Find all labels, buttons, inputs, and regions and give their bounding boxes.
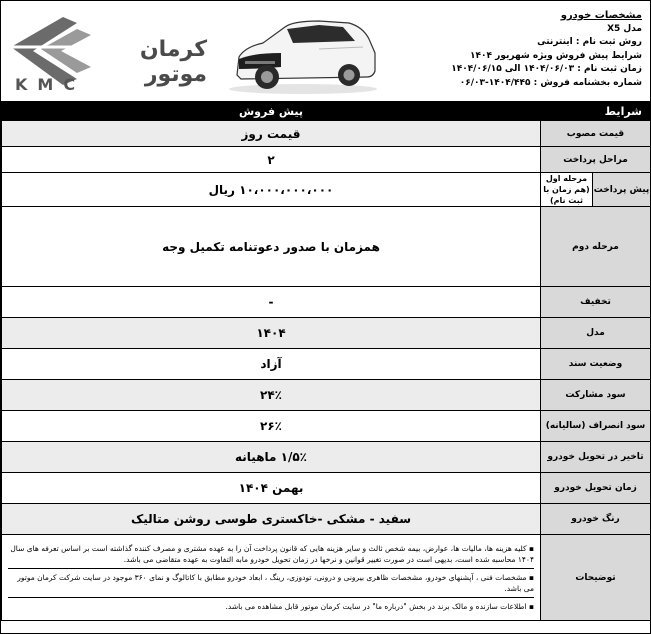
stage1-label: مرحله اول (545, 174, 588, 183)
table-row (2, 442, 651, 473)
table-row (2, 121, 651, 147)
header (1, 1, 650, 100)
info-method: روش ثبت نام : اینترنتی (537, 37, 642, 47)
stage2-value: همزمان با صدور دعوتنامه تکمیل وجه (2, 207, 541, 287)
table-row (2, 318, 651, 349)
table-row (2, 473, 651, 504)
document-status-value: آزاد (2, 349, 541, 380)
stage1-cell (541, 173, 593, 207)
header-value: پیش فروش (2, 102, 541, 121)
model-label: مدل (541, 318, 651, 349)
note-text: مشخصات فنی ، آپشنهای خودرو، مشخصات ظاهری بیرونی و درونی، تودوزی، رینگ ، ابعاد خودرو مطابق با کاتالوگ و نمای ۳۶۰ موجود در سایت شرکت کرمان موتور می باشد. (17, 573, 534, 593)
car-image (223, 9, 383, 95)
table-row (2, 207, 651, 287)
color-value: سفید - مشکی -خاکستری طوسی روشن متالیک (2, 504, 541, 535)
delivery-time-value: بهمن ۱۴۰۴ (2, 473, 541, 504)
note-item: ▪ اطلاعات سازنده و مالک برند در بخش "درباره ما" در سایت کرمان موتور قابل مشاهده می باشد. (225, 602, 534, 611)
brand-name: کرمان موتور (139, 37, 207, 87)
payment-stages-value: ۲ (2, 147, 541, 173)
prepayment-value: ۱۰،۰۰۰،۰۰۰،۰۰۰ ریال (2, 173, 541, 207)
note-text: کلیه هزینه ها، مالیات ها، عوارض، بیمه شخص ثالث و سایر هزینه هایی که قانون پرداخت آن را به عهده مشتری و مصرف کننده گذاشته است بر اساس تعرفه های سال ۱۴۰۴ محاسبه شده است، بدیهی است در صورت تغییر قوانین و نرخها در زمان تحویل خودرو مابه التفاوت به عهده متقاضی می باشد. (10, 544, 534, 564)
table-row (2, 504, 651, 535)
document-status-label: وضعیت سند (541, 349, 651, 380)
prepayment-label: پیش پرداخت (593, 173, 651, 207)
discount-label: تخفیف (541, 287, 651, 318)
delivery-time-label: زمان تحویل خودرو (541, 473, 651, 504)
payment-stages-label: مراحل پرداخت (541, 147, 651, 173)
vehicle-info (442, 9, 642, 90)
note-item: ▪ مشخصات فنی ، آپشنهای خودرو، مشخصات ظاهری بیرونی و درونی، تودوزی، رینگ ، ابعاد خودرو مطابق با کاتالوگ و نمای ۳۶۰ موجود در سایت شرکت کرمان موتور می باشد. (8, 569, 534, 598)
notes-cell (2, 535, 541, 621)
table-row (2, 287, 651, 318)
table-row (2, 173, 651, 207)
notes-label: توضیحات (541, 535, 651, 621)
table-header-row (2, 102, 651, 121)
info-period: زمان ثبت نام : ۱۴۰۴/۰۶/۰۳ الی ۱۴۰۴/۰۶/۱۵ (451, 64, 642, 74)
discount-value: - (2, 287, 541, 318)
cancellation-profit-label: سود انصراف (سالیانه) (541, 411, 651, 442)
approved-price-label: قیمت مصوب (541, 121, 651, 147)
table-row (2, 380, 651, 411)
info-model: مدل X5 (607, 23, 642, 34)
header-label: شرایط (541, 102, 651, 121)
stage2-label: مرحله دوم (541, 207, 651, 287)
approved-price-value: قیمت روز (2, 121, 541, 147)
terms-table (1, 101, 651, 621)
participation-profit-label: سود مشارکت (541, 380, 651, 411)
note-item: ▪ کلیه هزینه ها، مالیات ها، عوارض، بیمه شخص ثالث و سایر هزینه هایی که قانون پرداخت آن را به عهده مشتری و مصرف کننده گذاشته است بر اساس تعرفه های سال ۱۴۰۴ محاسبه شده است، بدیهی است در صورت تغییر قوانین و نرخها در زمان تحویل خودرو مابه التفاوت به عهده متقاضی می باشد. (8, 540, 534, 569)
car-icon (223, 9, 383, 95)
table-row (2, 411, 651, 442)
info-terms: شرایط پیش فروش ویژه شهریور ۱۴۰۴ (470, 50, 642, 61)
color-label: رنگ خودرو (541, 504, 651, 535)
brand-logo (7, 7, 207, 93)
participation-profit-value: ۲۴٪ (2, 380, 541, 411)
delivery-delay-label: تاخیر در تحویل خودرو (541, 442, 651, 473)
table-row (2, 349, 651, 380)
stage1-sub: (هم زمان با ثبت نام) (543, 185, 590, 205)
note-text: اطلاعات سازنده و مالک برند در بخش "درباره ما" در سایت کرمان موتور قابل مشاهده می باشد. (225, 602, 527, 611)
delivery-delay-value: ۱/۵٪ ماهیانه (2, 442, 541, 473)
table-row (2, 535, 651, 621)
brand-logo-text: KMC (15, 75, 86, 94)
table-row (2, 147, 651, 173)
info-circular: شماره بخشنامه فروش : ۱۴۰۴/۴۴۵-۰۶/۰۳ (459, 77, 642, 88)
model-value: ۱۴۰۴ (2, 318, 541, 349)
info-title: مشخصات خودرو (560, 10, 642, 21)
cancellation-profit-value: ۲۶٪ (2, 411, 541, 442)
